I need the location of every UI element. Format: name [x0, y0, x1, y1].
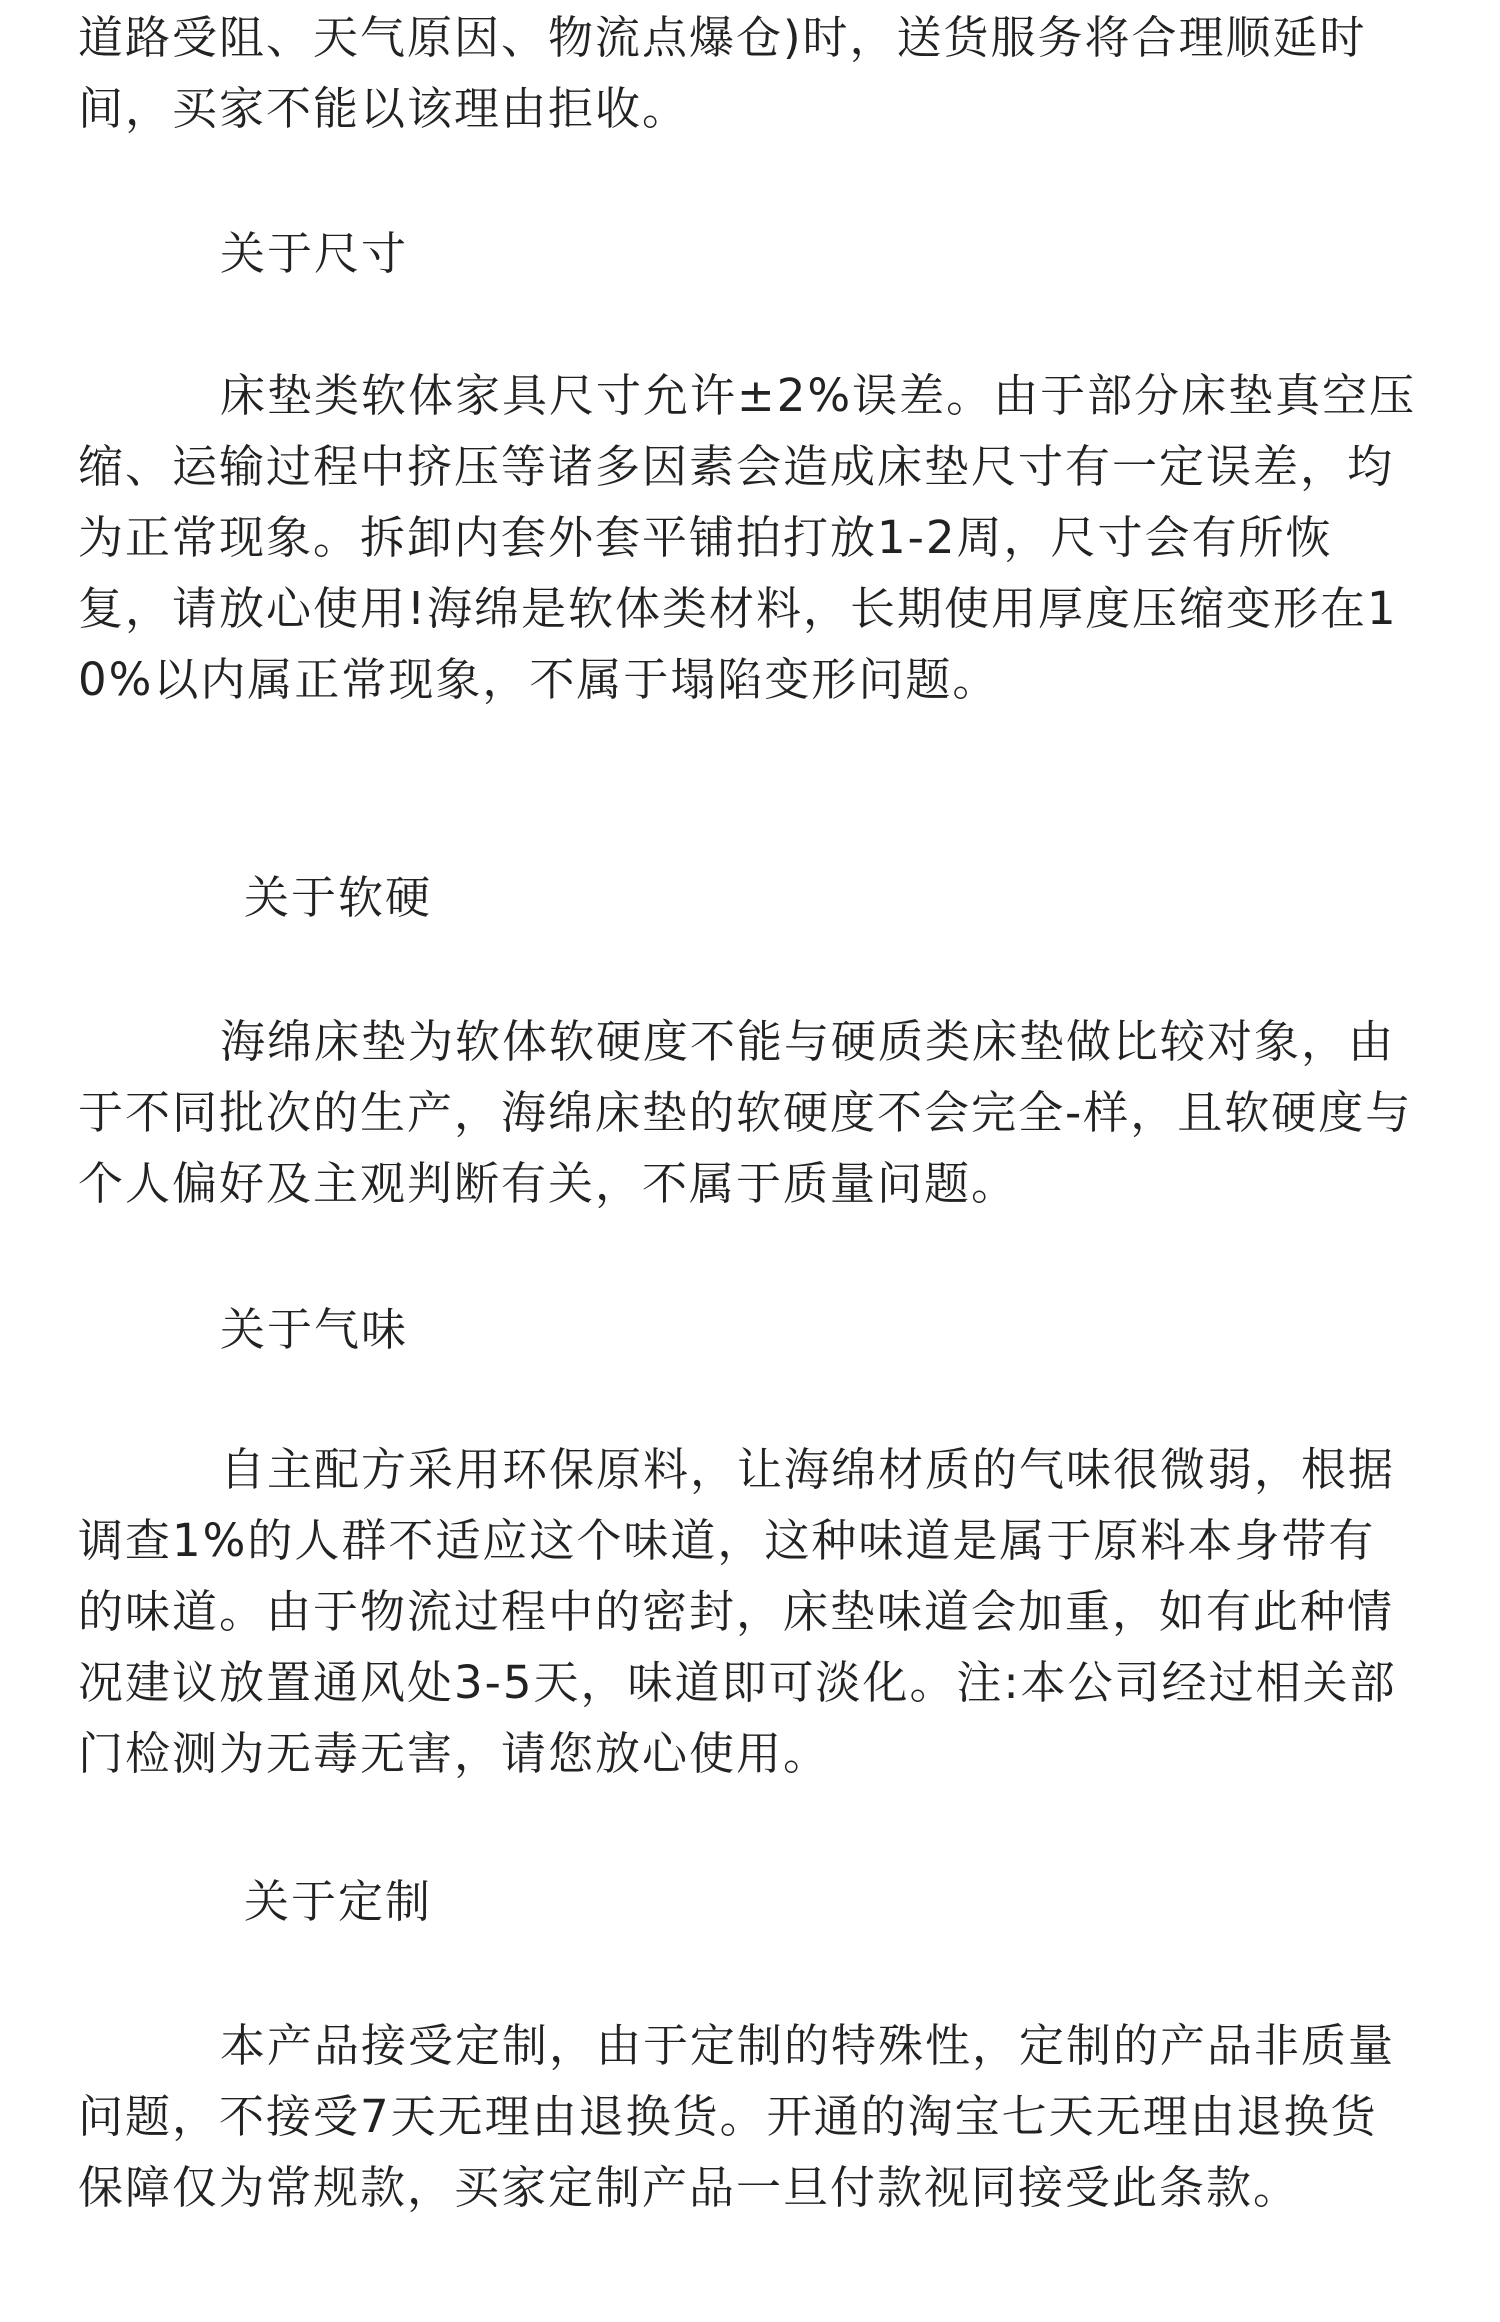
- section-body-custom: 本产品接受定制，由于定制的特殊性，定制的产品非质量问题，不接受7天无理由退换货。开通的淘宝七天无理由退换货保障仅为常规款，买家定制产品一旦付款视同接受此条款。: [78, 2019, 1396, 2214]
- section-title-custom: 关于定制: [244, 1875, 433, 1928]
- intro-paragraph: 道路受阻、天气原因、物流点爆仓)时，送货服务将合理顺延时间，买家不能以该理由拒收。: [78, 11, 1367, 135]
- section-body-odor: 自主配方采用环保原料，让海绵材质的气味很微弱，根据调查1%的人群不适应这个味道，这种味道是属于原料本身带有的味道。由于物流过程中的密封，床垫味道会加重，如有此种情况建议放置通风处3-5天，味道即可淡化。注:本公司经过相关部门检测为无毒无害，请您放心使用。: [78, 1443, 1397, 1780]
- section-title-size: 关于尺寸: [220, 227, 409, 280]
- section-title-firmness: 关于软硬: [244, 871, 433, 924]
- section-body-firmness: 海绵床垫为软体软硬度不能与硬质类床垫做比较对象，由于不同批次的生产，海绵床垫的软硬度不会完全-样，且软硬度与个人偏好及主观判断有关，不属于质量问题。: [78, 1015, 1413, 1210]
- section-title-odor: 关于气味: [220, 1303, 409, 1356]
- section-body-size: 床垫类软体家具尺寸允许±2%误差。由于部分床垫真空压缩、运输过程中挤压等诸多因素会造成床垫尺寸有一定误差，均为正常现象。拆卸内套外套平铺拍打放1-2周，尺寸会有所恢复，请放心使用!海绵是软体类材料，长期使用厚度压缩变形在10%以内属正常现象，不属于塌陷变形问题。: [78, 369, 1417, 706]
